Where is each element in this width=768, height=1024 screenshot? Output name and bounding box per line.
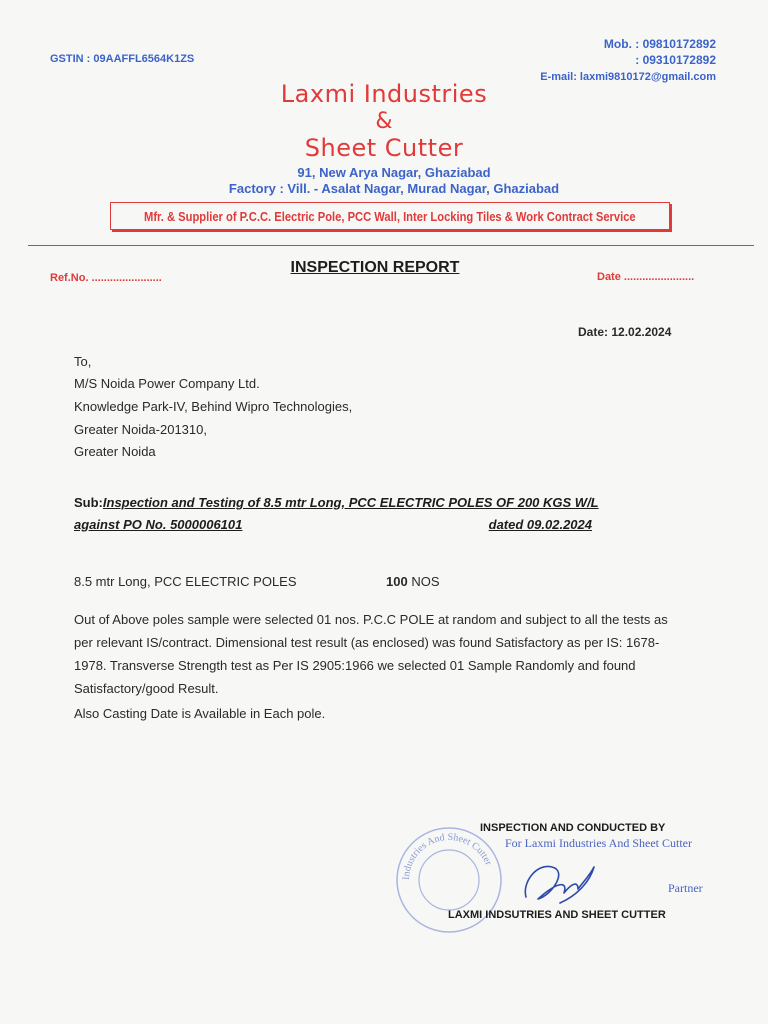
email: E-mail: laxmi9810172@gmail.com [540,71,716,83]
recipient-line: Knowledge Park-IV, Behind Wipro Technologies, [74,399,353,414]
recipient-line: Greater Noida [74,444,156,459]
subject-text: Inspection and Testing of 8.5 mtr Long, PCC ELECTRIC POLES OF 200 KGS W/L [102,495,599,510]
date-field: Date ....................... [597,271,695,283]
recipient-line: M/S Noida Power Company Ltd. [74,376,260,391]
gstin: GSTIN : 09AAFFL6564K1ZS [50,53,195,65]
tagline-box [110,202,670,230]
for-company-line: For Laxmi Industries And Sheet Cutter [505,836,692,850]
subject-line-2 [74,517,604,532]
factory-address: Factory : Vill. - Asalat Nagar, Murad Nagar, Ghaziabad [228,181,560,196]
conducted-by: INSPECTION AND CONDUCTED BY [480,822,666,834]
salutation: To, [74,354,92,369]
item-quantity [386,574,440,589]
ref-number: Ref.No. ....................... [50,272,162,284]
firm-name: LAXMI INDSUTRIES AND SHEET CUTTER [448,909,666,921]
partner-title: Partner [668,881,703,895]
office-address: 91, New Arya Nagar, Ghaziabad [297,165,491,180]
mobile-number-2: : 09310172892 [635,53,716,67]
page-title: INSPECTION REPORT [290,259,460,276]
letter-date: Date: 12.02.2024 [578,325,672,339]
tagline: Mfr. & Supplier of P.C.C. Electric Pole, PCC Wall, Inter Locking Tiles & Work Contract Service [144,208,636,224]
header-divider [28,245,754,246]
casting-note: Also Casting Date is Available in Each pole. [74,706,326,721]
subject-po: against PO No. 5000006101 [74,517,243,532]
item-quantity-number: 100 [386,574,408,589]
inspection-paragraph: Out of Above poles sample were selected 01 nos. P.C.C POLE at random and subject to all the tests as per relevant IS/contract. Dimensional test result (as enclosed) was found Satisfactory as per IS: 1678-1978. Transverse Strength test as Per IS 2905:1966 we selected 01 Sample Randomly and found Satisfactory/good Result. [74,612,668,696]
stamp-text: Industries And Sheet Cutter [400,831,494,881]
company-name-ampersand: & [375,109,393,134]
subject-line-1 [74,495,599,510]
company-name-line1: Laxmi Industries [280,80,488,108]
signature-icon [512,853,612,913]
item-quantity-unit: NOS [411,574,440,589]
company-name-line2: Sheet Cutter [304,134,464,162]
subject-date: dated 09.02.2024 [488,517,592,532]
mobile-number-1: Mob. : 09810172892 [603,37,716,51]
recipient-line: Greater Noida-201310, [74,422,207,437]
item-label: 8.5 mtr Long, PCC ELECTRIC POLES [74,574,297,589]
subject-prefix: Sub: [74,495,103,510]
